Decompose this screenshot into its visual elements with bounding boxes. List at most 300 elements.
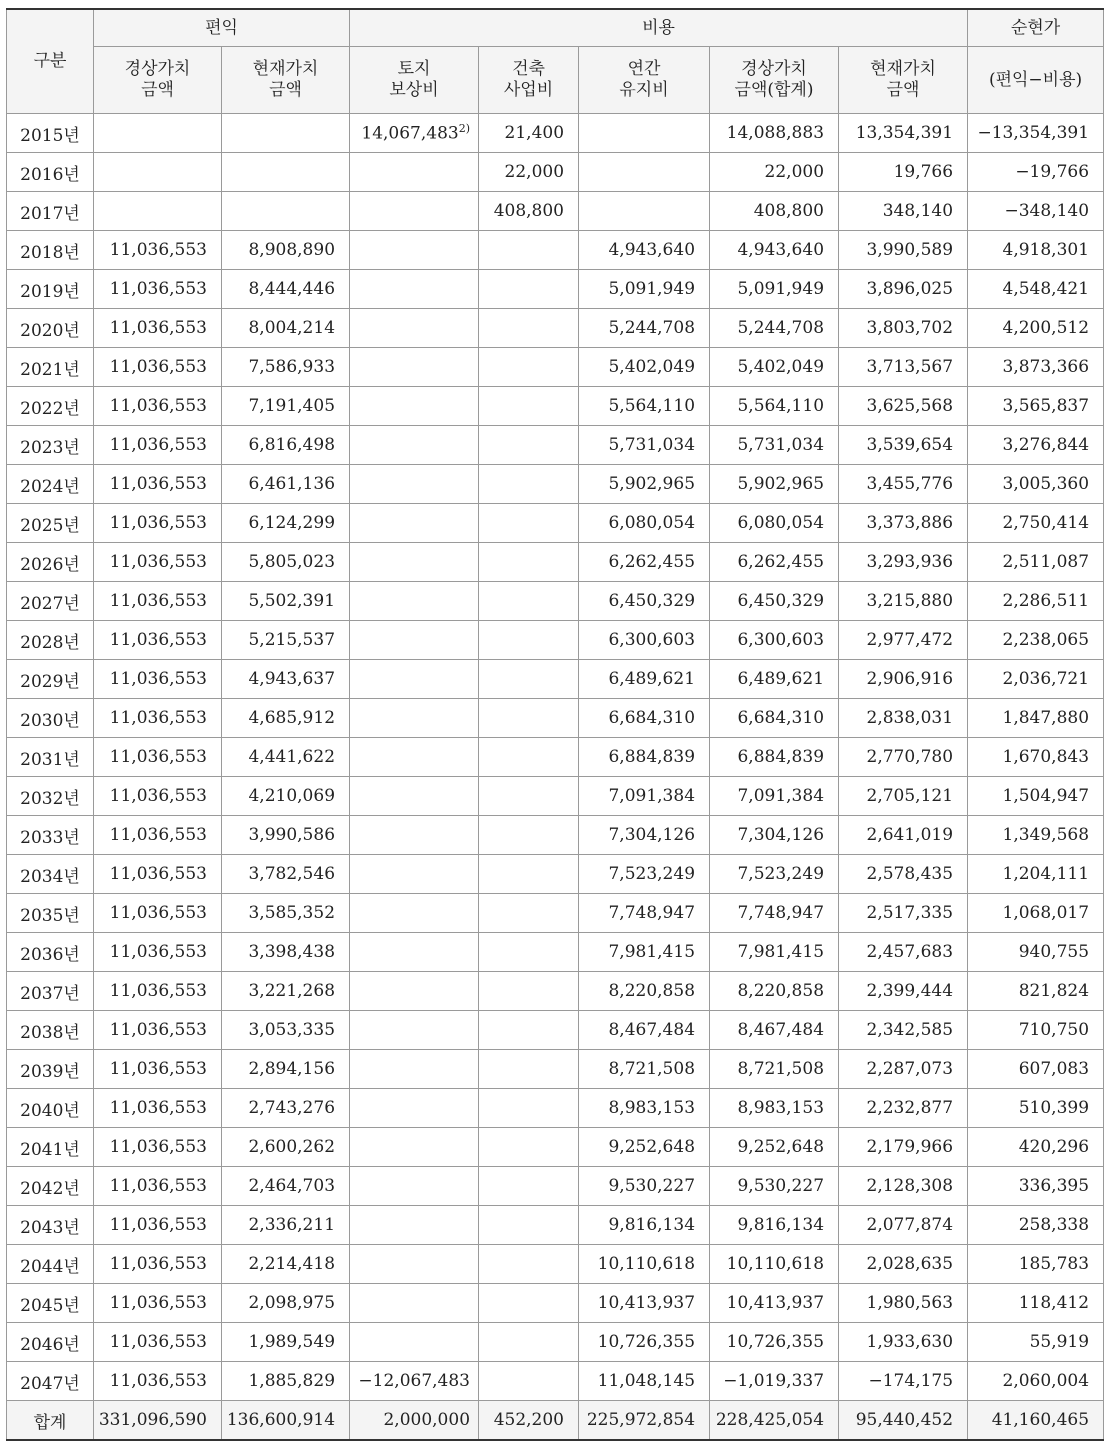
benefit-present-cell: 2,098,975	[222, 1284, 350, 1323]
year-cell: 2026년	[7, 543, 94, 582]
construction-cost-cell	[479, 660, 579, 699]
construction-cost-cell	[479, 309, 579, 348]
construction-cost-cell	[479, 894, 579, 933]
table-row	[7, 855, 1104, 894]
cost-nominal-total-cell: 7,981,415	[710, 933, 839, 972]
benefit-present-cell: 8,908,890	[222, 231, 350, 270]
benefit-present-cell: 2,464,703	[222, 1167, 350, 1206]
table-row	[7, 1245, 1104, 1284]
year-cell: 2019년	[7, 270, 94, 309]
construction-cost-cell	[479, 816, 579, 855]
cost-present-cell: 3,713,567	[839, 348, 968, 387]
npv-cell: 1,847,880	[968, 699, 1104, 738]
benefit-nominal-cell: 11,036,553	[94, 465, 222, 504]
construction-cost-cell	[479, 387, 579, 426]
land-compensation-cell	[350, 1245, 479, 1284]
year-cell: 2030년	[7, 699, 94, 738]
construction-cost-cell	[479, 777, 579, 816]
construction-cost-cell: 21,400	[479, 114, 579, 153]
land-compensation-cell	[350, 1128, 479, 1167]
npv-cell: 55,919	[968, 1323, 1104, 1362]
annual-maintenance-cell	[579, 114, 710, 153]
cost-nominal-total-cell: 5,244,708	[710, 309, 839, 348]
cost-benefit-table	[6, 8, 1104, 1441]
year-cell: 2034년	[7, 855, 94, 894]
npv-cell: −13,354,391	[968, 114, 1104, 153]
cost-nominal-total-cell: 9,816,134	[710, 1206, 839, 1245]
benefit-present-cell	[222, 192, 350, 231]
construction-cost-cell	[479, 270, 579, 309]
construction-cost-cell	[479, 1245, 579, 1284]
npv-cell: 2,238,065	[968, 621, 1104, 660]
land-compensation-cell	[350, 387, 479, 426]
benefit-nominal-cell: 11,036,553	[94, 777, 222, 816]
benefit-present-cell	[222, 114, 350, 153]
construction-cost-cell	[479, 348, 579, 387]
land-compensation-cell	[350, 543, 479, 582]
land-compensation-cell	[350, 465, 479, 504]
cost-nominal-total-cell: 6,489,621	[710, 660, 839, 699]
cost-present-cell: 2,028,635	[839, 1245, 968, 1284]
year-cell: 2047년	[7, 1362, 94, 1401]
cost-present-cell: 1,980,563	[839, 1284, 968, 1323]
year-cell: 합계	[7, 1401, 94, 1441]
table-row	[7, 660, 1104, 699]
table-row	[7, 1362, 1104, 1401]
benefit-nominal-cell	[94, 192, 222, 231]
cost-present-cell: 3,896,025	[839, 270, 968, 309]
table-row	[7, 933, 1104, 972]
table-row	[7, 465, 1104, 504]
construction-cost-cell: 408,800	[479, 192, 579, 231]
year-cell: 2017년	[7, 192, 94, 231]
land-compensation-cell: −12,067,483	[350, 1362, 479, 1401]
construction-cost-cell	[479, 972, 579, 1011]
construction-cost-cell	[479, 1050, 579, 1089]
table-row	[7, 1089, 1104, 1128]
annual-maintenance-cell: 6,262,455	[579, 543, 710, 582]
npv-cell: 1,504,947	[968, 777, 1104, 816]
npv-cell: 940,755	[968, 933, 1104, 972]
benefit-present-header: 현재가치 금액	[222, 47, 350, 114]
benefit-present-cell: 2,600,262	[222, 1128, 350, 1167]
construction-cost-cell	[479, 1011, 579, 1050]
npv-cell: 1,349,568	[968, 816, 1104, 855]
annual-maintenance-cell: 5,564,110	[579, 387, 710, 426]
annual-maintenance-cell: 6,300,603	[579, 621, 710, 660]
benefit-nominal-cell: 11,036,553	[94, 1362, 222, 1401]
land-compensation-cell	[350, 504, 479, 543]
land-compensation-cell	[350, 1206, 479, 1245]
cost-present-cell: 2,906,916	[839, 660, 968, 699]
benefit-present-cell: 2,336,211	[222, 1206, 350, 1245]
cost-nominal-total-cell: 7,523,249	[710, 855, 839, 894]
benefit-nominal-cell: 11,036,553	[94, 426, 222, 465]
cost-nominal-total-cell: 6,300,603	[710, 621, 839, 660]
annual-maintenance-cell: 5,731,034	[579, 426, 710, 465]
construction-cost-cell	[479, 933, 579, 972]
benefit-nominal-cell: 11,036,553	[94, 699, 222, 738]
land-compensation-cell	[350, 1323, 479, 1362]
benefit-present-cell: 3,398,438	[222, 933, 350, 972]
table-row	[7, 582, 1104, 621]
annual-maintenance-cell: 6,080,054	[579, 504, 710, 543]
benefit-present-cell: 3,053,335	[222, 1011, 350, 1050]
table-row	[7, 1050, 1104, 1089]
annual-maintenance-cell: 5,091,949	[579, 270, 710, 309]
table-row	[7, 894, 1104, 933]
construction-cost-cell	[479, 231, 579, 270]
table-row	[7, 114, 1104, 153]
benefit-present-cell: 3,221,268	[222, 972, 350, 1011]
cost-present-cell: 95,440,452	[839, 1401, 968, 1441]
year-cell: 2020년	[7, 309, 94, 348]
cost-present-cell: 2,287,073	[839, 1050, 968, 1089]
construction-cost-cell	[479, 621, 579, 660]
cost-present-cell: 2,705,121	[839, 777, 968, 816]
cost-nominal-total-cell: −1,019,337	[710, 1362, 839, 1401]
npv-cell: 2,060,004	[968, 1362, 1104, 1401]
table-header	[7, 9, 1104, 114]
year-cell: 2039년	[7, 1050, 94, 1089]
npv-cell: 3,276,844	[968, 426, 1104, 465]
benefit-present-cell: 5,502,391	[222, 582, 350, 621]
cost-nominal-total-header: 경상가치 금액(합계)	[710, 47, 839, 114]
benefit-present-cell: 2,214,418	[222, 1245, 350, 1284]
cost-nominal-total-cell: 10,110,618	[710, 1245, 839, 1284]
benefit-nominal-cell: 11,036,553	[94, 1245, 222, 1284]
benefit-present-cell: 6,124,299	[222, 504, 350, 543]
table-row	[7, 816, 1104, 855]
benefit-present-cell: 4,685,912	[222, 699, 350, 738]
annual-maintenance-cell	[579, 153, 710, 192]
npv-cell: 3,873,366	[968, 348, 1104, 387]
cost-nominal-total-cell: 6,684,310	[710, 699, 839, 738]
benefit-present-cell: 1,989,549	[222, 1323, 350, 1362]
cost-nominal-total-cell: 22,000	[710, 153, 839, 192]
table-row	[7, 738, 1104, 777]
annual-maintenance-cell: 10,110,618	[579, 1245, 710, 1284]
cost-present-cell: 3,625,568	[839, 387, 968, 426]
cost-nominal-total-cell: 5,091,949	[710, 270, 839, 309]
table-row	[7, 1323, 1104, 1362]
npv-cell: −348,140	[968, 192, 1104, 231]
npv-cell: 185,783	[968, 1245, 1104, 1284]
year-cell: 2033년	[7, 816, 94, 855]
benefit-nominal-cell: 11,036,553	[94, 348, 222, 387]
benefit-present-cell: 7,586,933	[222, 348, 350, 387]
cost-nominal-total-cell: 8,983,153	[710, 1089, 839, 1128]
npv-cell: 710,750	[968, 1011, 1104, 1050]
cost-present-cell: 2,399,444	[839, 972, 968, 1011]
npv-cell: 1,204,111	[968, 855, 1104, 894]
benefit-present-cell: 5,215,537	[222, 621, 350, 660]
construction-cost-cell	[479, 855, 579, 894]
benefit-nominal-cell: 11,036,553	[94, 1011, 222, 1050]
cost-present-cell: 2,977,472	[839, 621, 968, 660]
benefit-nominal-cell: 11,036,553	[94, 1323, 222, 1362]
year-cell: 2016년	[7, 153, 94, 192]
npv-cell: 1,670,843	[968, 738, 1104, 777]
land-compensation-cell	[350, 1011, 479, 1050]
cost-present-cell: 3,803,702	[839, 309, 968, 348]
benefit-nominal-cell: 11,036,553	[94, 816, 222, 855]
cost-present-cell: 13,354,391	[839, 114, 968, 153]
header-npv: 순현가	[968, 9, 1104, 47]
npv-cell: 1,068,017	[968, 894, 1104, 933]
annual-maintenance-cell: 9,252,648	[579, 1128, 710, 1167]
benefit-present-cell: 3,782,546	[222, 855, 350, 894]
cost-nominal-total-cell: 7,304,126	[710, 816, 839, 855]
npv-cell: 258,338	[968, 1206, 1104, 1245]
land-compensation-cell: 14,067,483$^{2)}$	[350, 114, 479, 153]
year-cell: 2044년	[7, 1245, 94, 1284]
construction-cost-cell	[479, 1362, 579, 1401]
npv-cell: 420,296	[968, 1128, 1104, 1167]
benefit-nominal-cell: 11,036,553	[94, 1206, 222, 1245]
land-compensation-cell	[350, 894, 479, 933]
npv-cell: 821,824	[968, 972, 1104, 1011]
benefit-nominal-cell: 11,036,553	[94, 738, 222, 777]
year-cell: 2043년	[7, 1206, 94, 1245]
land-compensation-cell	[350, 1284, 479, 1323]
npv-cell: 4,548,421	[968, 270, 1104, 309]
annual-maintenance-cell: 8,220,858	[579, 972, 710, 1011]
table-row	[7, 777, 1104, 816]
cost-nominal-total-cell: 7,091,384	[710, 777, 839, 816]
benefit-nominal-cell: 11,036,553	[94, 1089, 222, 1128]
land-compensation-header: 토지 보상비	[350, 47, 479, 114]
year-cell: 2022년	[7, 387, 94, 426]
year-cell: 2025년	[7, 504, 94, 543]
table-row	[7, 192, 1104, 231]
year-cell: 2015년	[7, 114, 94, 153]
npv-cell: 3,005,360	[968, 465, 1104, 504]
npv-cell: 118,412	[968, 1284, 1104, 1323]
benefit-nominal-cell: 11,036,553	[94, 855, 222, 894]
benefit-present-cell: 8,004,214	[222, 309, 350, 348]
benefit-present-cell: 5,805,023	[222, 543, 350, 582]
benefit-nominal-cell: 11,036,553	[94, 231, 222, 270]
year-cell: 2018년	[7, 231, 94, 270]
table-row	[7, 387, 1104, 426]
cost-present-header: 현재가치 금액	[839, 47, 968, 114]
benefit-nominal-cell: 11,036,553	[94, 582, 222, 621]
header-subrow	[7, 47, 1104, 114]
npv-cell: 2,750,414	[968, 504, 1104, 543]
year-cell: 2029년	[7, 660, 94, 699]
annual-maintenance-cell: 7,091,384	[579, 777, 710, 816]
construction-cost-cell	[479, 426, 579, 465]
benefit-present-cell: 1,885,829	[222, 1362, 350, 1401]
npv-cell: 510,399	[968, 1089, 1104, 1128]
year-cell: 2037년	[7, 972, 94, 1011]
year-cell: 2021년	[7, 348, 94, 387]
cost-benefit-table-container	[6, 8, 1103, 1441]
cost-present-cell: 2,517,335	[839, 894, 968, 933]
npv-cell: 2,286,511	[968, 582, 1104, 621]
land-compensation-cell	[350, 1050, 479, 1089]
benefit-present-cell: 6,816,498	[222, 426, 350, 465]
construction-cost-cell	[479, 582, 579, 621]
benefit-nominal-cell: 11,036,553	[94, 309, 222, 348]
cost-present-cell: 3,539,654	[839, 426, 968, 465]
year-cell: 2046년	[7, 1323, 94, 1362]
annual-maintenance-cell: 6,489,621	[579, 660, 710, 699]
annual-maintenance-header: 연간 유지비	[579, 47, 710, 114]
table-row	[7, 972, 1104, 1011]
land-compensation-cell	[350, 777, 479, 816]
cost-present-cell: 19,766	[839, 153, 968, 192]
cost-nominal-total-cell: 6,450,329	[710, 582, 839, 621]
footnote-marker: 2)	[458, 122, 471, 136]
annual-maintenance-cell: 4,943,640	[579, 231, 710, 270]
annual-maintenance-cell: 7,523,249	[579, 855, 710, 894]
cost-nominal-total-cell: 10,413,937	[710, 1284, 839, 1323]
cost-present-cell: 2,232,877	[839, 1089, 968, 1128]
benefit-present-cell: 136,600,914	[222, 1401, 350, 1441]
annual-maintenance-cell: 5,902,965	[579, 465, 710, 504]
land-compensation-cell	[350, 699, 479, 738]
annual-maintenance-cell: 8,721,508	[579, 1050, 710, 1089]
benefit-nominal-cell: 11,036,553	[94, 1167, 222, 1206]
benefit-nominal-cell: 11,036,553	[94, 543, 222, 582]
benefit-nominal-header: 경상가치 금액	[94, 47, 222, 114]
benefit-present-cell: 4,210,069	[222, 777, 350, 816]
benefit-nominal-cell	[94, 114, 222, 153]
annual-maintenance-cell: 5,402,049	[579, 348, 710, 387]
table-row	[7, 231, 1104, 270]
npv-cell: 336,395	[968, 1167, 1104, 1206]
benefit-nominal-cell: 11,036,553	[94, 1050, 222, 1089]
year-cell: 2028년	[7, 621, 94, 660]
annual-maintenance-cell: 7,748,947	[579, 894, 710, 933]
land-compensation-cell	[350, 855, 479, 894]
cost-present-cell: 2,838,031	[839, 699, 968, 738]
benefit-nominal-cell: 331,096,590	[94, 1401, 222, 1441]
annual-maintenance-cell: 8,467,484	[579, 1011, 710, 1050]
year-cell: 2042년	[7, 1167, 94, 1206]
land-compensation-cell	[350, 816, 479, 855]
construction-cost-cell	[479, 1167, 579, 1206]
year-cell: 2041년	[7, 1128, 94, 1167]
cost-present-cell: 2,179,966	[839, 1128, 968, 1167]
benefit-nominal-cell: 11,036,553	[94, 660, 222, 699]
land-compensation-cell	[350, 309, 479, 348]
construction-cost-cell: 452,200	[479, 1401, 579, 1441]
table-row	[7, 1206, 1104, 1245]
header-cost: 비용	[350, 9, 968, 47]
cost-nominal-total-cell: 9,252,648	[710, 1128, 839, 1167]
table-row	[7, 270, 1104, 309]
npv-cell: 2,036,721	[968, 660, 1104, 699]
total-row	[7, 1401, 1104, 1441]
cost-nominal-total-cell: 408,800	[710, 192, 839, 231]
benefit-present-cell	[222, 153, 350, 192]
table-row	[7, 1011, 1104, 1050]
land-compensation-cell	[350, 933, 479, 972]
year-cell: 2036년	[7, 933, 94, 972]
cost-present-cell: 2,128,308	[839, 1167, 968, 1206]
table-row	[7, 504, 1104, 543]
benefit-nominal-cell: 11,036,553	[94, 894, 222, 933]
cost-nominal-total-cell: 8,721,508	[710, 1050, 839, 1089]
land-compensation-cell	[350, 426, 479, 465]
annual-maintenance-cell: 5,244,708	[579, 309, 710, 348]
benefit-present-cell: 6,461,136	[222, 465, 350, 504]
construction-cost-cell	[479, 1323, 579, 1362]
construction-cost-cell	[479, 543, 579, 582]
annual-maintenance-cell: 225,972,854	[579, 1401, 710, 1441]
land-compensation-cell	[350, 582, 479, 621]
year-cell: 2038년	[7, 1011, 94, 1050]
header-category: 구분	[7, 9, 94, 114]
cost-nominal-total-cell: 5,564,110	[710, 387, 839, 426]
land-compensation-cell	[350, 1089, 479, 1128]
npv-cell: 4,200,512	[968, 309, 1104, 348]
construction-cost-cell	[479, 699, 579, 738]
benefit-nominal-cell: 11,036,553	[94, 972, 222, 1011]
cost-nominal-total-cell: 228,425,054	[710, 1401, 839, 1441]
cost-present-cell: 3,293,936	[839, 543, 968, 582]
land-compensation-cell	[350, 348, 479, 387]
table-row	[7, 1284, 1104, 1323]
benefit-present-cell: 7,191,405	[222, 387, 350, 426]
land-compensation-cell	[350, 972, 479, 1011]
land-compensation-cell	[350, 153, 479, 192]
cost-nominal-total-cell: 10,726,355	[710, 1323, 839, 1362]
year-cell: 2045년	[7, 1284, 94, 1323]
land-compensation-cell	[350, 231, 479, 270]
land-compensation-cell	[350, 270, 479, 309]
annual-maintenance-cell: 9,816,134	[579, 1206, 710, 1245]
annual-maintenance-cell: 6,884,839	[579, 738, 710, 777]
cost-present-cell: 3,990,589	[839, 231, 968, 270]
cost-present-cell: 2,077,874	[839, 1206, 968, 1245]
benefit-nominal-cell: 11,036,553	[94, 1128, 222, 1167]
npv-cell: 4,918,301	[968, 231, 1104, 270]
annual-maintenance-cell: 9,530,227	[579, 1167, 710, 1206]
cost-present-cell: 1,933,630	[839, 1323, 968, 1362]
npv-cell: 3,565,837	[968, 387, 1104, 426]
benefit-present-cell: 2,894,156	[222, 1050, 350, 1089]
land-compensation-cell	[350, 660, 479, 699]
construction-cost-cell	[479, 1128, 579, 1167]
benefit-nominal-cell: 11,036,553	[94, 504, 222, 543]
cost-nominal-total-cell: 6,080,054	[710, 504, 839, 543]
npv-cell: 41,160,465	[968, 1401, 1104, 1441]
construction-cost-cell	[479, 1206, 579, 1245]
npv-cell: 607,083	[968, 1050, 1104, 1089]
cost-present-cell: 3,455,776	[839, 465, 968, 504]
cost-nominal-total-cell: 5,731,034	[710, 426, 839, 465]
construction-cost-cell: 22,000	[479, 153, 579, 192]
table-row	[7, 1167, 1104, 1206]
year-cell: 2031년	[7, 738, 94, 777]
cost-nominal-total-cell: 8,467,484	[710, 1011, 839, 1050]
construction-cost-cell	[479, 1089, 579, 1128]
annual-maintenance-cell: 10,413,937	[579, 1284, 710, 1323]
construction-cost-cell	[479, 1284, 579, 1323]
cost-nominal-total-cell: 4,943,640	[710, 231, 839, 270]
table-row	[7, 348, 1104, 387]
construction-cost-header: 건축 사업비	[479, 47, 579, 114]
benefit-nominal-cell	[94, 153, 222, 192]
land-compensation-cell	[350, 738, 479, 777]
cost-nominal-total-cell: 9,530,227	[710, 1167, 839, 1206]
table-row	[7, 543, 1104, 582]
land-compensation-cell: 2,000,000	[350, 1401, 479, 1441]
